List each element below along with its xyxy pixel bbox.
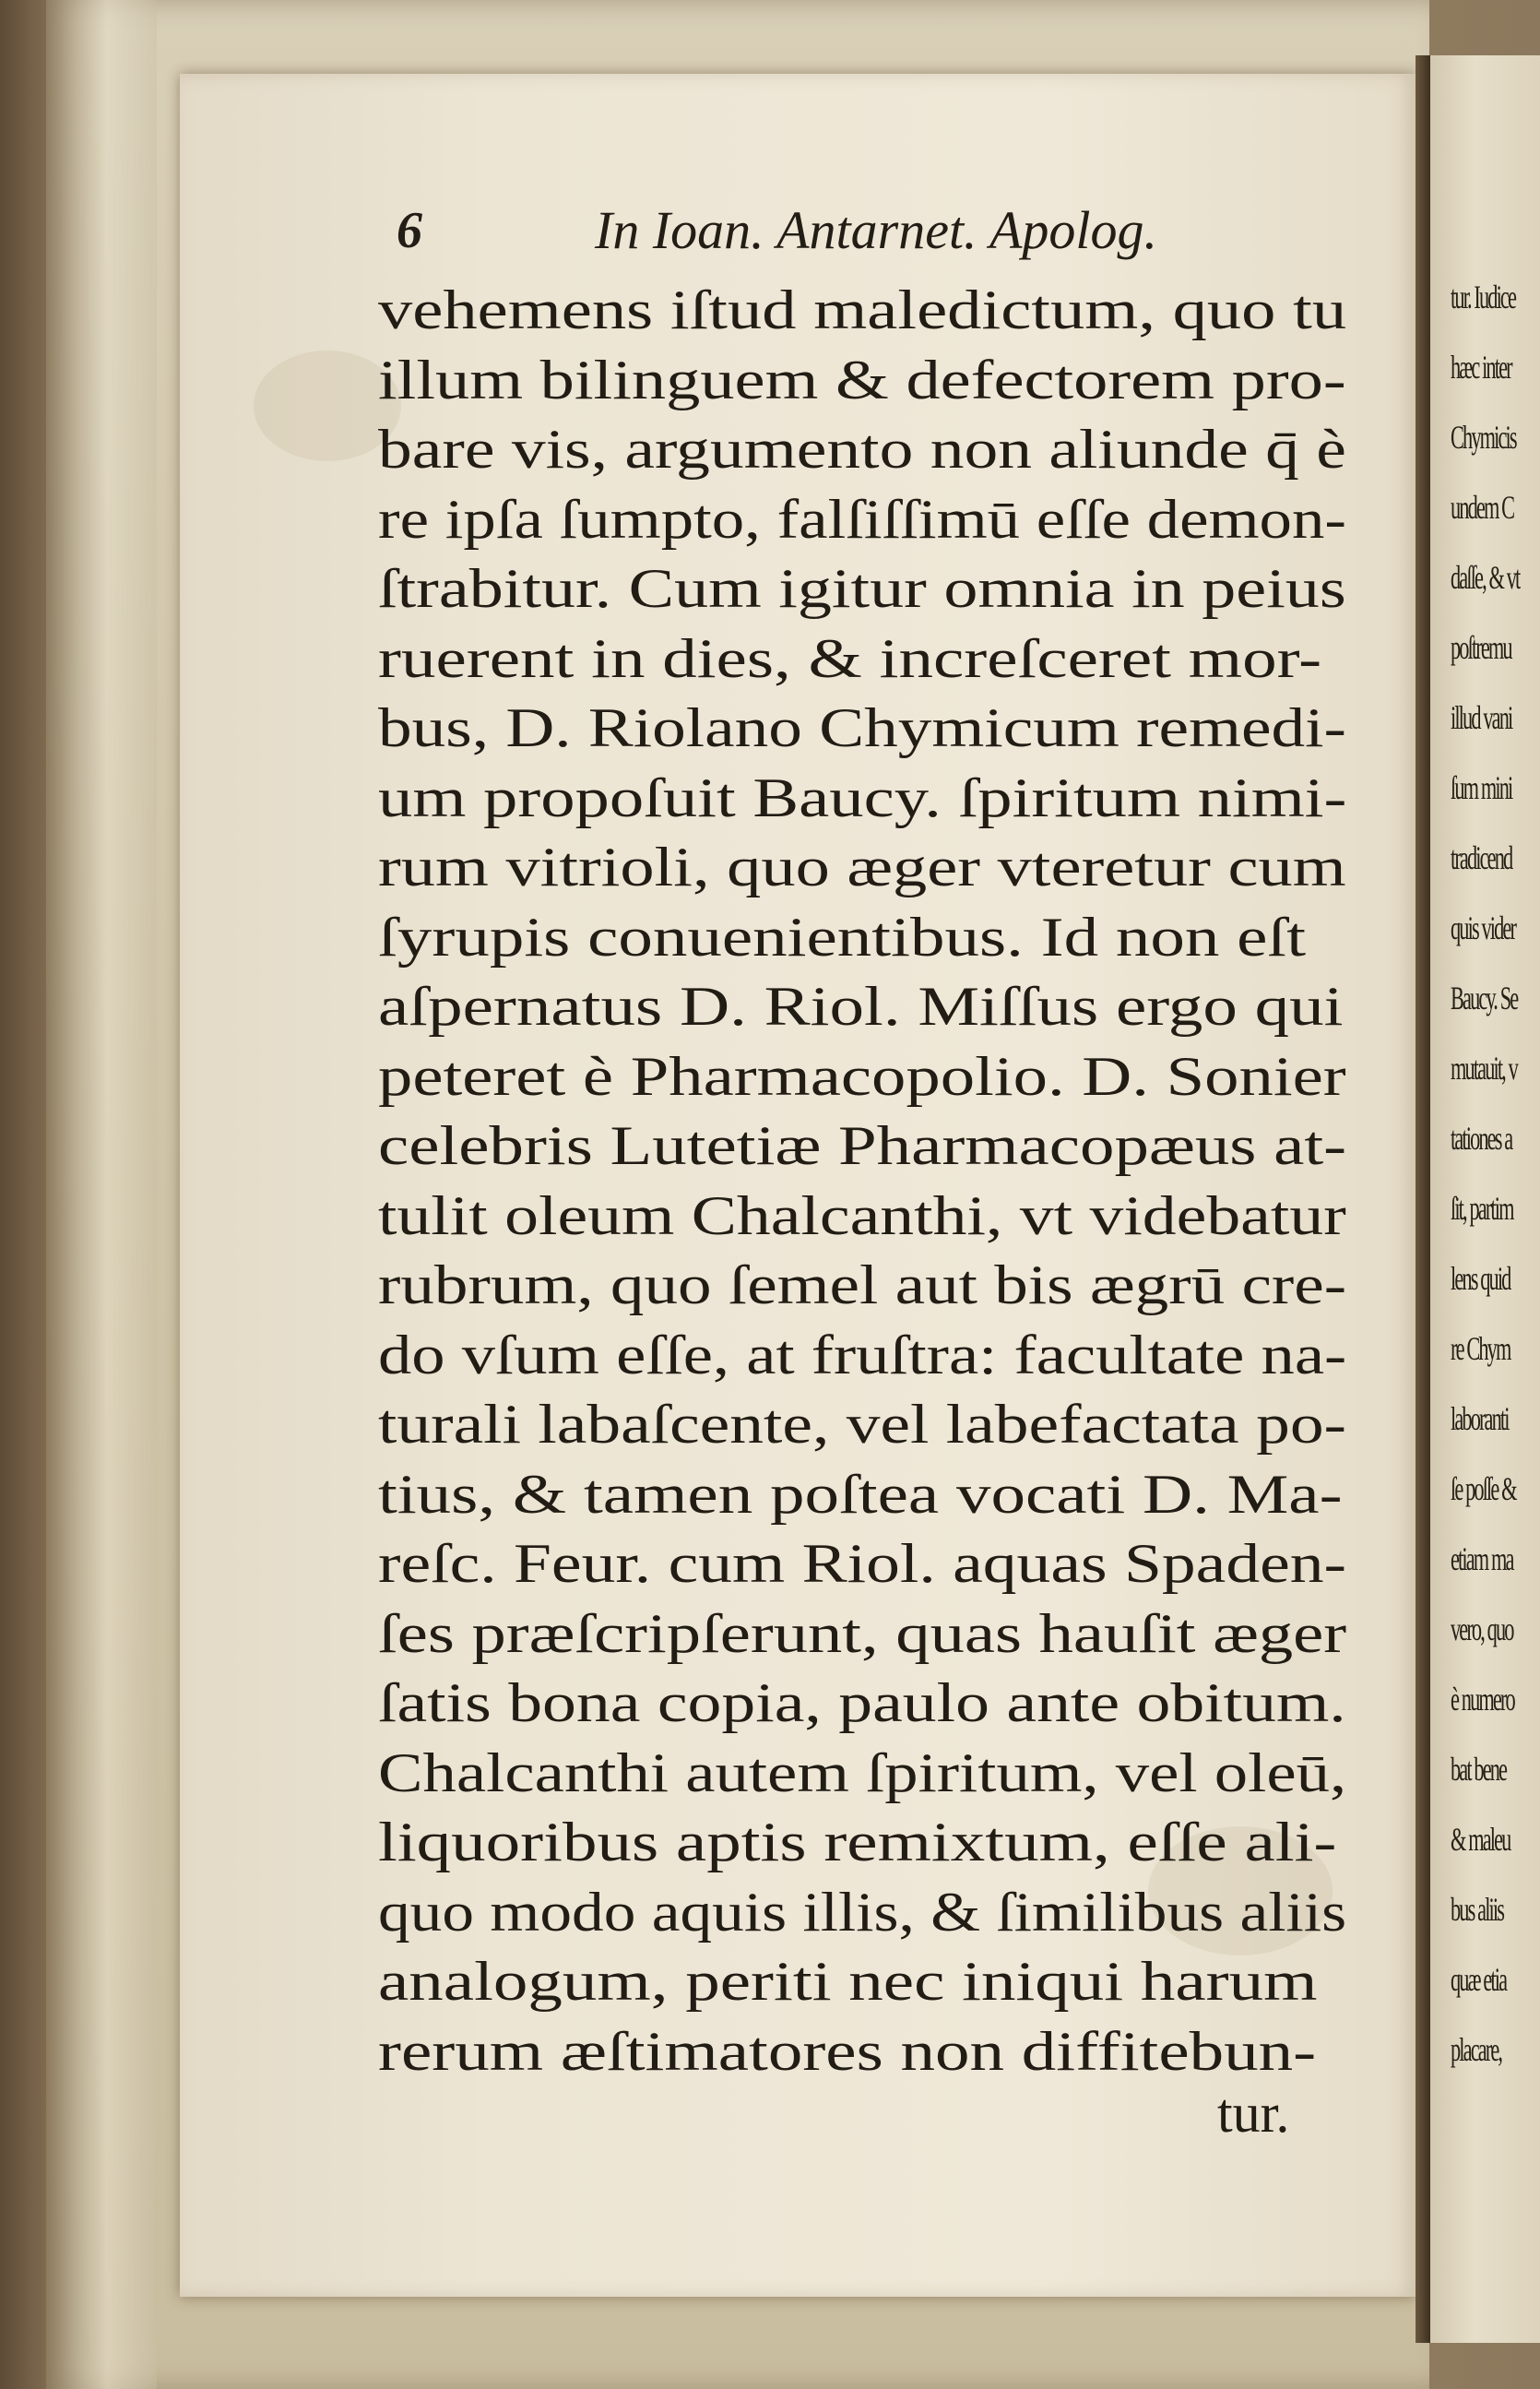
text-line bbox=[0, 834, 1346, 901]
text-line bbox=[0, 1740, 1346, 1807]
text-line bbox=[0, 1043, 1346, 1111]
text-line bbox=[0, 347, 1346, 414]
text-line-content: um propoſuit Baucy. ſpiritum nimi- bbox=[378, 767, 1347, 828]
facing-page-line: Chymicis bbox=[1451, 419, 1516, 456]
text-line-content: illum bilinguem & defectorem pro- bbox=[378, 349, 1346, 410]
text-line-content: rubrum, quo ſemel aut bis ægrū cre- bbox=[378, 1254, 1347, 1315]
text-line bbox=[0, 1809, 1346, 1876]
facing-page-line: placare, bbox=[1451, 2031, 1502, 2068]
text-line bbox=[0, 1183, 1346, 1250]
facing-page-line: lens quid bbox=[1451, 1260, 1510, 1297]
text-line bbox=[0, 1879, 1346, 1946]
text-line bbox=[0, 1252, 1346, 1319]
facing-page-line: undem C bbox=[1451, 489, 1514, 526]
facing-page-line: bat bene bbox=[1451, 1751, 1507, 1788]
text-line-content: ſtrabitur. Cum igitur omnia in peius bbox=[378, 558, 1346, 619]
text-line bbox=[0, 1322, 1346, 1389]
text-line-content: vehemens iſtud maledictum, quo tu bbox=[378, 279, 1347, 340]
facing-page-line: poſtremu bbox=[1451, 629, 1511, 666]
text-line-content: ſes præſcripſerunt, quas hauſit æger bbox=[378, 1602, 1347, 1664]
text-line-content: reſc. Feur. cum Riol. aquas Spaden- bbox=[378, 1533, 1347, 1594]
gutter bbox=[1416, 55, 1430, 2343]
facing-page-line: ſum mini bbox=[1451, 769, 1512, 806]
page-number: 6 bbox=[397, 202, 422, 259]
text-line bbox=[0, 973, 1346, 1040]
text-line bbox=[0, 416, 1346, 483]
text-line bbox=[0, 695, 1346, 762]
facing-page-line: etiam ma bbox=[1451, 1540, 1513, 1577]
facing-page-line: tur. Iudice bbox=[1451, 279, 1516, 315]
text-line bbox=[0, 277, 1346, 344]
text-line bbox=[0, 555, 1346, 623]
text-line-content: ruerent in dies, & increſceret mor- bbox=[378, 627, 1322, 689]
text-line-content: analogum, periti nec iniqui harum bbox=[378, 1951, 1318, 2012]
facing-page-edge bbox=[1430, 55, 1540, 2343]
text-line bbox=[0, 1112, 1346, 1180]
text-line-content: celebris Lutetiæ Pharmacopæus at- bbox=[378, 1115, 1347, 1176]
text-line-content: bare vis, argumento non aliunde q̄ è bbox=[378, 419, 1346, 480]
text-line bbox=[0, 904, 1346, 971]
facing-page-line: quæ etia bbox=[1451, 1961, 1507, 1998]
text-line-content: aſpernatus D. Riol. Miſſus ergo qui bbox=[378, 976, 1344, 1037]
running-title: In Ioan. Antarnet. Apolog. bbox=[595, 200, 1158, 260]
text-line-content: quo modo aquis illis, & ſimilibus aliis bbox=[378, 1881, 1347, 1943]
text-line-content: ſyrupis conuenientibus. Id non eſt bbox=[378, 906, 1307, 968]
facing-page-line: è numero bbox=[1451, 1681, 1514, 1717]
text-line-content: bus, D. Riolano Chymicum remedi- bbox=[378, 697, 1346, 758]
facing-page-line: ſit, partim bbox=[1451, 1190, 1513, 1227]
text-line bbox=[0, 1670, 1346, 1737]
text-line bbox=[0, 625, 1346, 693]
text-line bbox=[0, 2018, 1346, 2086]
facing-page-line: quis vider bbox=[1451, 909, 1516, 946]
text-line-content: re ipſa ſumpto, falſiſſimū eſſe demon- bbox=[378, 488, 1346, 550]
facing-page-line: hæc inter bbox=[1451, 349, 1511, 386]
text-line-content: liquoribus aptis remixtum, eſſe ali- bbox=[378, 1812, 1337, 1872]
text-line bbox=[0, 765, 1346, 832]
facing-page-line: bus aliis bbox=[1451, 1891, 1504, 1928]
facing-page-line: & maleu bbox=[1451, 1821, 1510, 1858]
facing-page-line: vero, quo bbox=[1451, 1610, 1513, 1647]
text-line-content: do vſum eſſe, at fruſtra: facultate na- bbox=[378, 1324, 1347, 1385]
facing-page-line: laboranti bbox=[1451, 1400, 1509, 1437]
text-line bbox=[0, 1461, 1346, 1528]
facing-page-line: tationes a bbox=[1451, 1120, 1512, 1157]
facing-page-line: mutauit, v bbox=[1451, 1050, 1517, 1087]
facing-page-line: illud vani bbox=[1451, 699, 1512, 736]
text-line bbox=[0, 486, 1346, 553]
facing-page-line: ſe poſſe & bbox=[1451, 1470, 1516, 1507]
text-line-content: peteret è Pharmacopolio. D. Sonier bbox=[378, 1045, 1346, 1107]
text-line-content: tulit oleum Chalcanthi, vt videbatur bbox=[378, 1184, 1346, 1246]
text-line bbox=[0, 1530, 1346, 1598]
facing-page-line: daſſe, & vt bbox=[1451, 559, 1520, 596]
facing-page-line: tradicend bbox=[1451, 839, 1512, 876]
catchword: tur. bbox=[1217, 2083, 1290, 2144]
text-line-content: rum vitrioli, quo æger vteretur cum bbox=[378, 837, 1346, 897]
text-line bbox=[0, 1948, 1346, 2015]
text-line-content: rerum æſtimatores non diffitebun- bbox=[378, 2020, 1317, 2082]
text-line bbox=[0, 1391, 1346, 1458]
facing-page-line: re Chym bbox=[1451, 1330, 1510, 1367]
text-line-content: ſatis bona copia, paulo ante obitum. bbox=[378, 1672, 1346, 1733]
facing-page-line: Baucy. Se bbox=[1451, 980, 1518, 1016]
text-line-content: Chalcanthi autem ſpiritum, vel oleū, bbox=[378, 1741, 1347, 1803]
text-line bbox=[0, 1600, 1346, 1668]
text-line-content: turali labaſcente, vel labefactata po- bbox=[378, 1394, 1347, 1455]
text-line-content: tius, & tamen poſtea vocati D. Ma- bbox=[378, 1463, 1343, 1525]
